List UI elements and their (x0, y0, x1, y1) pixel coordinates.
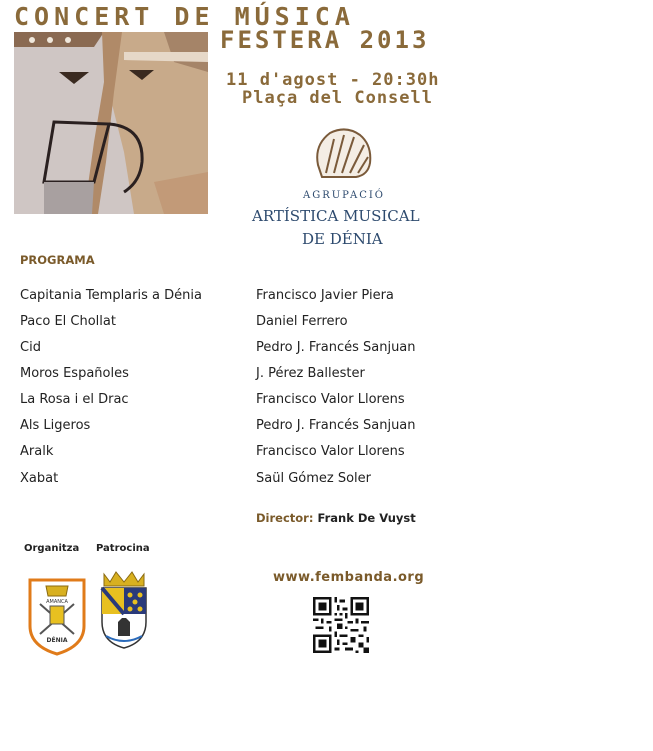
programa-piece: Aralk (20, 444, 54, 459)
programa-piece: Paco El Chollat (20, 314, 116, 329)
concert-place: Plaça del Consell (242, 88, 433, 108)
director-name: Frank De Vuyst (317, 511, 416, 525)
concert-title-line1: CONCERT DE MÚSICA (14, 2, 355, 31)
programa-piece: Cid (20, 340, 41, 355)
shell-logo-icon (312, 125, 376, 181)
programa-composer: Francisco Javier Piera (256, 288, 394, 303)
crest-top-text: AMANCA (46, 599, 68, 605)
programa-piece: La Rosa i el Drac (20, 392, 129, 407)
programa-composer: Daniel Ferrero (256, 314, 348, 329)
programa-piece: Xabat (20, 471, 59, 486)
director-line (256, 511, 416, 525)
programa-composer: Francisco Valor Llorens (256, 392, 405, 407)
sponsor-crest-icon (98, 570, 150, 650)
programa-piece: Als Ligeros (20, 418, 91, 433)
director-label: Director: (256, 511, 314, 525)
website-link[interactable]: www.fembanda.org (273, 570, 425, 585)
programa-piece: Capitania Templaris a Dénia (20, 288, 202, 303)
qr-code-icon[interactable] (313, 597, 369, 653)
organizer-small-text: AGRUPACIÓ (303, 190, 385, 201)
programa-piece: Moros Españoles (20, 366, 129, 381)
programa-composer: Saül Gómez Soler (256, 471, 372, 486)
organizer-crest-icon (28, 576, 86, 656)
organitza-label: Organitza (24, 543, 80, 554)
concert-date: 11 d'agost - 20:30h (226, 70, 440, 90)
crest-bottom-text: DÉNIA (46, 637, 68, 644)
programa-composer: J. Pérez Ballester (256, 366, 365, 381)
programa-composer: Pedro J. Francés Sanjuan (256, 418, 416, 433)
programa-composer: Francisco Valor Llorens (256, 444, 405, 459)
organizer-name-line1: ARTÍSTICA MUSICAL (252, 207, 420, 225)
organizer-name-line2: DE DÉNIA (302, 230, 383, 248)
cubist-face-artwork (14, 32, 208, 214)
programa-composer: Pedro J. Francés Sanjuan (256, 340, 416, 355)
patrocina-label: Patrocina (96, 543, 150, 554)
concert-title-line2: FESTERA 2013 (220, 26, 430, 54)
programa-heading: PROGRAMA (20, 253, 95, 267)
